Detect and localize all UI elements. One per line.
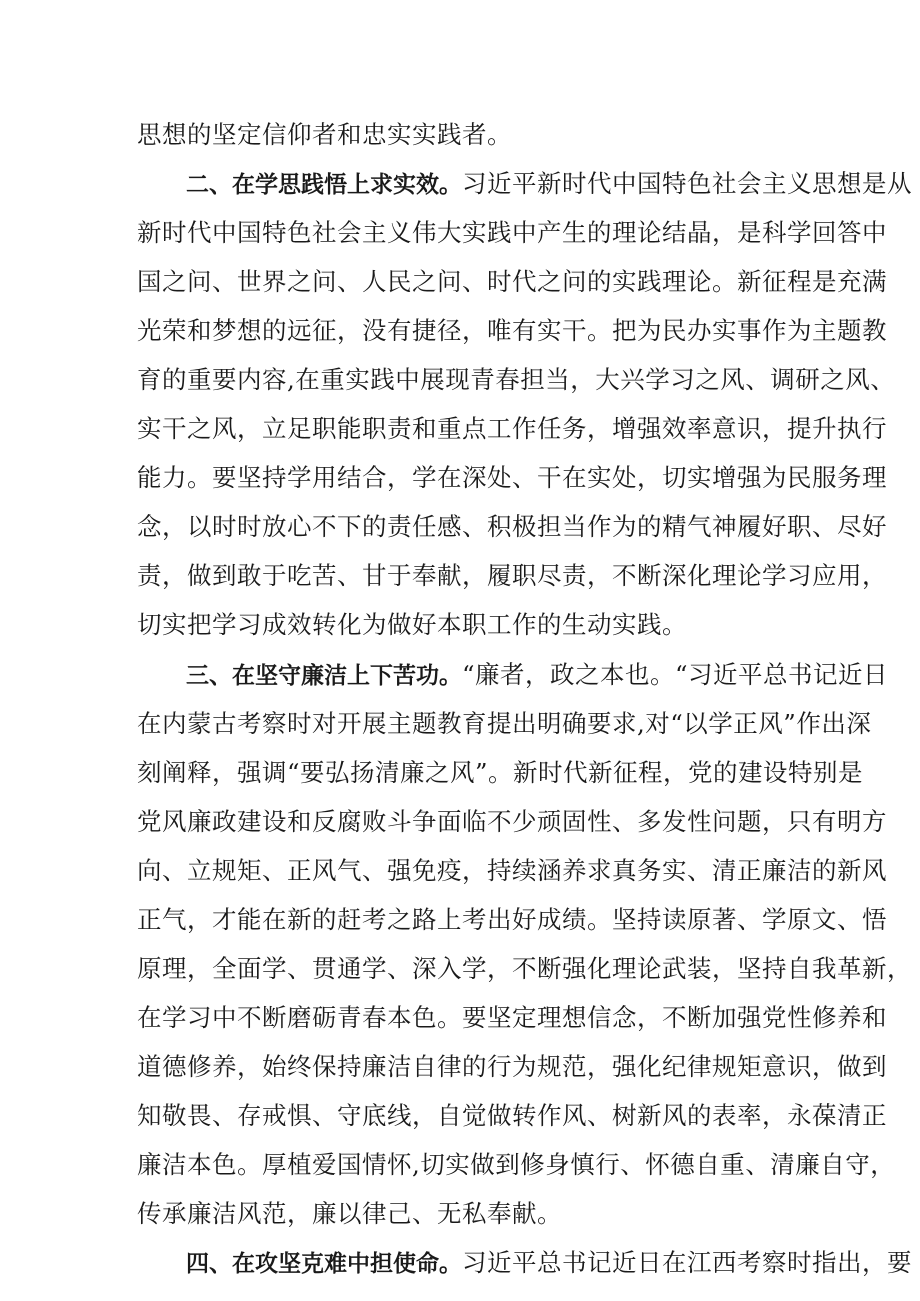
paragraph-text: 习近平新时代中国特色社会主义思想是从	[462, 169, 912, 198]
paragraph-line: 育的重要内容,在重实践中展现青春担当，大兴学习之风、调研之风、	[137, 365, 896, 394]
paragraph-line: 在内蒙古考察时对开展主题教育提出明确要求,对“以学正风”作出深	[137, 709, 872, 738]
paragraph-line: 光荣和梦想的远征，没有捷径，唯有实干。把为民办实事作为主题教	[137, 316, 887, 345]
paragraph-line	[186, 164, 912, 204]
section-heading: 二、在学思践悟上求实效。	[186, 172, 462, 198]
paragraph-line: 刻阐释，强调“要弘扬清廉之风”。新时代新征程，党的建设特别是	[137, 758, 864, 787]
paragraph-line: 原理，全面学、贯通学、深入学，不断强化理论武装，坚持自我革新，	[137, 954, 912, 983]
paragraph-line: 道德修养，始终保持廉洁自律的行为规范，强化纪律规矩意识，做到	[137, 1052, 887, 1081]
paragraph-line: 新时代中国特色社会主义伟大实践中产生的理论结晶，是科学回答中	[137, 218, 887, 247]
paragraph-line: 知敬畏、存戒惧、守底线，自觉做转作风、树新风的表率，永葆清正	[137, 1101, 887, 1130]
paragraph-line: 念，以时时放心不下的责任感、积极担当作为的精气神履好职、尽好	[137, 512, 887, 541]
paragraph-text: 习近平总书记近日在江西考察时指出，要	[462, 1248, 912, 1277]
paragraph-line: 思想的坚定信仰者和忠实实践者。	[137, 120, 512, 149]
paragraph-line: 国之问、世界之问、人民之问、时代之问的实践理论。新征程是充满	[137, 267, 887, 296]
paragraph-line: 向、立规矩、正风气、强免疫，持续涵养求真务实、清正廉洁的新风	[137, 856, 887, 885]
paragraph-line: 在学习中不断磨砺青春本色。要坚定理想信念，不断加强党性修养和	[137, 1003, 887, 1032]
paragraph-text: “廉者，政之本也。“习近平总书记近日	[462, 660, 889, 689]
paragraph-line: 传承廉洁风范，廉以律己、无私奉献。	[137, 1199, 562, 1228]
paragraph-line: 责，做到敢于吃苦、甘于奉献，履职尽责，不断深化理论学习应用，	[137, 561, 887, 590]
paragraph-line: 正气，才能在新的赶考之路上考出好成绩。坚持读原著、学原文、悟	[137, 905, 887, 934]
paragraph-line	[186, 655, 889, 695]
paragraph-line: 切实把学习成效转化为做好本职工作的生动实践。	[137, 610, 687, 639]
section-heading: 三、在坚守廉洁上下苦功。	[186, 663, 462, 689]
paragraph-line	[186, 1243, 912, 1283]
paragraph-line: 实干之风，立足职能职责和重点工作任务，增强效率意识，提升执行	[137, 414, 887, 443]
paragraph-line: 廉洁本色。厚植爱国情怀,切实做到修身慎行、怀德自重、清廉自守，	[137, 1150, 896, 1179]
paragraph-line: 能力。要坚持学用结合，学在深处、干在实处，切实增强为民服务理	[137, 463, 887, 492]
paragraph-line: 党风廉政建设和反腐败斗争面临不少顽固性、多发性问题，只有明方	[137, 807, 887, 836]
section-heading: 四、在攻坚克难中担使命。	[186, 1251, 462, 1277]
